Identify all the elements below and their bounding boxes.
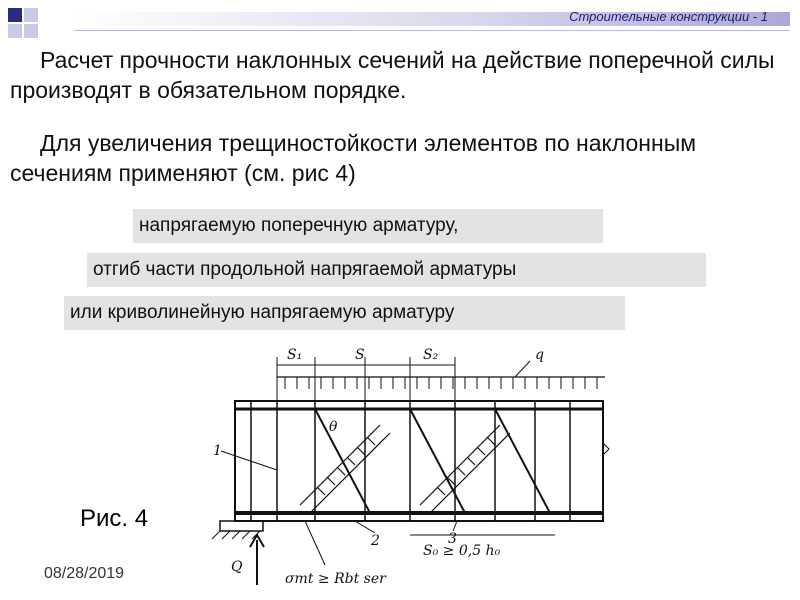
label-q: q [535, 347, 544, 363]
paragraph-2 [10, 128, 790, 188]
label-sigma: σmt ≥ Rbt ser [285, 571, 386, 587]
option-box-bent-bar: отгиб части продольной напрягаемой арматуры [87, 253, 706, 287]
label-s0: S₀ ≥ 0,5 h₀ [423, 543, 501, 559]
option-box-curved: или криволинейную напрягаемую арматуру [64, 296, 625, 330]
label-2: 2 [371, 533, 380, 549]
label-1: 1 [213, 443, 222, 459]
square-mark [24, 24, 38, 38]
header-divider [74, 30, 790, 31]
label-3: 3 [448, 531, 457, 547]
slide-header-title: Строительные конструкции - 1 [569, 9, 768, 24]
paragraph-1 [10, 45, 790, 105]
label-s1: S₁ [287, 347, 303, 363]
footer-date: 08/28/2019 [44, 565, 125, 582]
label-theta: θ [329, 419, 338, 435]
beam-diagram [195, 335, 615, 595]
label-Q: Q [231, 559, 243, 575]
paragraph-1-text: Расчет прочности наклонных сечений на действие поперечной силы производят в обязательном порядке. [10, 47, 775, 103]
square-mark [8, 8, 22, 22]
figure-caption: Рис. 4 [80, 505, 149, 532]
label-s: S [355, 347, 365, 363]
square-mark [24, 8, 38, 22]
label-s2: S₂ [423, 347, 439, 363]
load-arrows [285, 377, 597, 389]
corner-squares-decoration [8, 8, 64, 48]
paragraph-2-text: Для увеличения трещиностойкости элементов по наклонным сечениям применяют (см. рис 4) [10, 130, 697, 186]
option-box-transverse: напрягаемую поперечную арматуру, [133, 209, 603, 243]
square-mark [8, 24, 22, 38]
beam-figure [195, 335, 615, 595]
